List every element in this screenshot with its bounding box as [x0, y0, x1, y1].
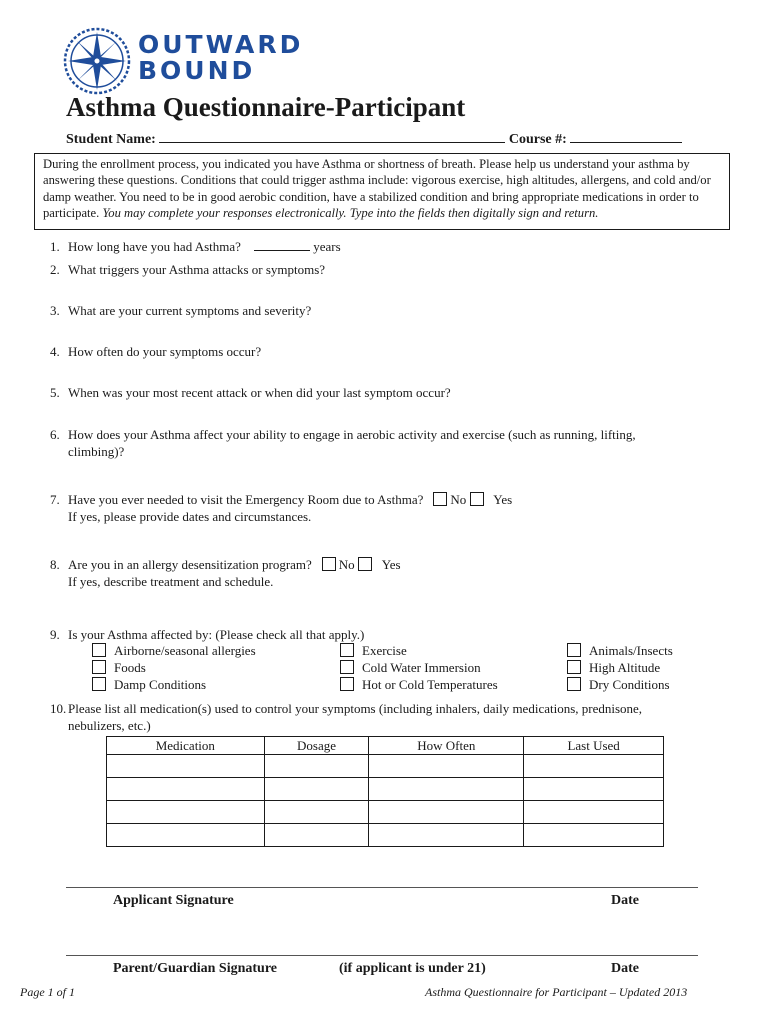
- question-number: 7.: [50, 492, 60, 507]
- question-2: [50, 262, 690, 279]
- question-text: What triggers your Asthma attacks or symptoms?: [68, 262, 326, 277]
- col-how-often: How Often: [369, 737, 524, 755]
- brand-logo: [138, 32, 303, 84]
- table-row: [107, 801, 664, 824]
- question-5: [50, 385, 690, 402]
- col-last-used: Last Used: [524, 737, 664, 755]
- table-row: [107, 778, 664, 801]
- checkbox[interactable]: [92, 643, 106, 657]
- question-text: What are your current symptoms and severity?: [68, 303, 312, 318]
- question-number: 2.: [50, 262, 60, 277]
- compass-rose-icon: [62, 26, 132, 96]
- checkbox[interactable]: [92, 660, 106, 674]
- option-foods[interactable]: [92, 660, 146, 677]
- no-label: No: [450, 492, 467, 507]
- checkbox[interactable]: [340, 677, 354, 691]
- question-number: 6.: [50, 427, 60, 442]
- question-text: How does your Asthma affect your ability to engage in aerobic activity and exercise (such as running, lifting, climbing)?: [68, 427, 636, 459]
- question-10: [50, 701, 690, 734]
- table-cell[interactable]: [369, 755, 524, 778]
- yes-label: Yes: [493, 492, 513, 507]
- table-cell[interactable]: [107, 801, 265, 824]
- question-number: 1.: [50, 239, 60, 254]
- question-number: 3.: [50, 303, 60, 318]
- yes-label: Yes: [381, 557, 401, 572]
- question-number: 9.: [50, 627, 60, 642]
- option-label: Exercise: [362, 643, 407, 658]
- logo-line-1: OUTWARD: [138, 30, 304, 59]
- table-row: [107, 755, 664, 778]
- option-label: Dry Conditions: [589, 677, 670, 692]
- checkbox[interactable]: [567, 660, 581, 674]
- table-cell[interactable]: [524, 755, 664, 778]
- desensitization-no-checkbox[interactable]: [322, 557, 336, 571]
- question-text: Have you ever needed to visit the Emergency Room due to Asthma?: [68, 492, 424, 507]
- question-1: [50, 238, 690, 256]
- question-4: [50, 344, 690, 361]
- table-cell[interactable]: [107, 824, 265, 847]
- date-label: Date: [611, 893, 639, 908]
- under-21-note: (if applicant is under 21): [339, 961, 486, 976]
- option-airborne[interactable]: [92, 643, 256, 660]
- er-no-checkbox[interactable]: [433, 492, 447, 506]
- intro-text: During the enrollment process, you indicated you have Asthma or shortness of breath. Please help us understand your asthma by answering these questions. Conditions that could trigger asthma include: vigorous exercise, high altitudes, allergens, and cold and/or damp weather. You need to be in good aerobic condition, have a stabilized condition and bring appropriate medications in order to participate.: [43, 157, 711, 221]
- option-label: High Altitude: [589, 660, 661, 675]
- option-damp[interactable]: [92, 677, 206, 694]
- desensitization-yes-checkbox[interactable]: [358, 557, 372, 571]
- question-number: 8.: [50, 557, 60, 572]
- checkbox[interactable]: [92, 677, 106, 691]
- option-animals[interactable]: [567, 643, 673, 660]
- footer-doc-title: Asthma Questionnaire for Participant – Updated 2013: [425, 985, 688, 999]
- option-label: Hot or Cold Temperatures: [362, 677, 498, 692]
- table-cell[interactable]: [524, 824, 664, 847]
- table-row: [107, 824, 664, 847]
- option-cold-water[interactable]: [340, 660, 481, 677]
- table-cell[interactable]: [369, 801, 524, 824]
- question-9: [50, 627, 690, 644]
- table-cell[interactable]: [264, 824, 369, 847]
- option-label: Animals/Insects: [589, 643, 673, 658]
- followup-text: If yes, describe treatment and schedule.: [68, 573, 274, 589]
- table-cell[interactable]: [524, 801, 664, 824]
- question-text: How often do your symptoms occur?: [68, 344, 262, 359]
- table-cell[interactable]: [107, 778, 265, 801]
- question-3: [50, 303, 690, 320]
- no-label: No: [338, 557, 355, 572]
- option-exercise[interactable]: [340, 643, 407, 660]
- student-name-field[interactable]: [159, 130, 505, 143]
- table-cell[interactable]: [264, 801, 369, 824]
- question-8: [50, 557, 610, 590]
- date-label: Date: [611, 961, 639, 976]
- table-header-row: [107, 737, 664, 755]
- question-text: How long have you had Asthma?: [68, 239, 241, 254]
- logo-line-2: BOUND: [138, 56, 256, 85]
- table-cell[interactable]: [264, 778, 369, 801]
- student-course-row: [66, 130, 682, 148]
- table-cell[interactable]: [107, 755, 265, 778]
- years-field[interactable]: [254, 238, 310, 251]
- page-number: Page 1 of 1: [20, 985, 75, 999]
- course-number-field[interactable]: [570, 130, 682, 143]
- question-7: [50, 492, 610, 525]
- question-text: Please list all medication(s) used to control your symptoms (including inhalers, daily medications, prednisone, nebulizers, etc.): [68, 701, 643, 733]
- option-dry[interactable]: [567, 677, 670, 694]
- option-altitude[interactable]: [567, 660, 660, 677]
- col-medication: Medication: [107, 737, 265, 755]
- question-number: 4.: [50, 344, 60, 359]
- student-name-label: Student Name:: [66, 132, 156, 147]
- table-cell[interactable]: [369, 778, 524, 801]
- option-label: Foods: [114, 660, 146, 675]
- checkbox[interactable]: [567, 643, 581, 657]
- parent-signature-label: Parent/Guardian Signature: [113, 961, 278, 976]
- years-label: years: [313, 239, 341, 254]
- applicant-signature-label: Applicant Signature: [113, 893, 234, 908]
- question-number: 5.: [50, 385, 60, 400]
- option-label: Damp Conditions: [114, 677, 207, 692]
- followup-text: If yes, please provide dates and circumstances.: [68, 508, 312, 524]
- applicant-signature-line[interactable]: [66, 887, 698, 888]
- table-cell[interactable]: [369, 824, 524, 847]
- col-dosage: Dosage: [264, 737, 369, 755]
- option-label: Airborne/seasonal allergies: [114, 643, 256, 658]
- page-title: Asthma Questionnaire-Participant: [66, 92, 466, 122]
- option-hot-cold[interactable]: [340, 677, 498, 694]
- question-text: Is your Asthma affected by: (Please check all that apply.): [68, 627, 365, 642]
- course-label: Course #:: [508, 132, 567, 147]
- checkbox[interactable]: [340, 643, 354, 657]
- question-6: [50, 427, 680, 460]
- parent-signature-line[interactable]: [66, 955, 698, 956]
- checkbox[interactable]: [567, 677, 581, 691]
- checkbox[interactable]: [340, 660, 354, 674]
- medication-table: [106, 736, 664, 847]
- intro-box: [34, 153, 730, 230]
- table-cell[interactable]: [264, 755, 369, 778]
- question-number: 10.: [50, 701, 67, 716]
- question-text: Are you in an allergy desensitization program?: [68, 557, 312, 572]
- option-label: Cold Water Immersion: [362, 660, 481, 675]
- intro-italic-text: You may complete your responses electronically. Type into the fields then digitally sign and return.: [102, 206, 599, 221]
- er-yes-checkbox[interactable]: [470, 492, 484, 506]
- table-cell[interactable]: [524, 778, 664, 801]
- question-text: When was your most recent attack or when did your last symptom occur?: [68, 385, 451, 400]
